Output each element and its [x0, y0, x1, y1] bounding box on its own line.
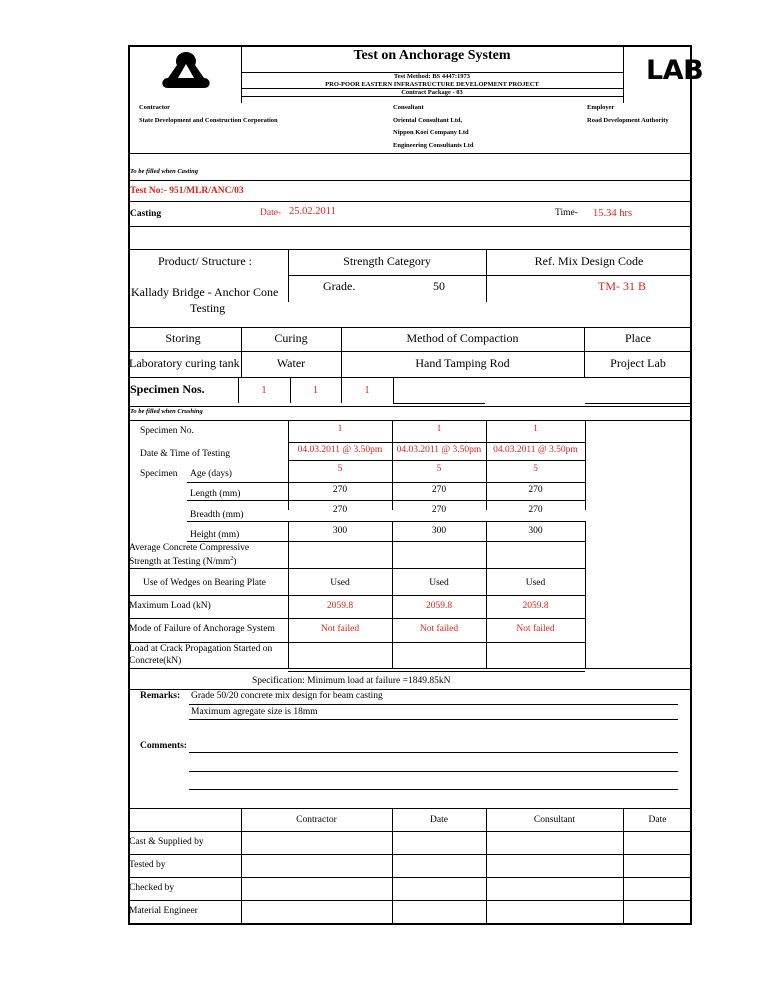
curing-value: Water [276, 356, 306, 370]
signoff-row-label: Material Engineer [129, 906, 198, 916]
divider [128, 406, 692, 407]
height-cell: 300 [528, 526, 543, 536]
date-label: Date- [260, 208, 282, 218]
divider [585, 420, 586, 510]
compaction-value: Hand Tamping Rod [415, 356, 510, 370]
divider [128, 854, 692, 855]
length-cell: 270 [431, 485, 447, 495]
casting-date: 25.02.2011 [289, 206, 336, 217]
divider [128, 877, 692, 878]
specimen-no-value: 1 [364, 385, 370, 396]
specimen-no-cell: 1 [337, 424, 343, 434]
divider [128, 351, 692, 352]
crack-load-label: Load at Crack Propagation Started on [129, 644, 273, 654]
avg-strength-label-line2: Strength at Testing $(N/mm^2)$ [129, 556, 237, 568]
divider [288, 671, 585, 672]
signoff-row-label: Cast & Supplied by [129, 837, 204, 847]
divider [288, 442, 585, 443]
crack-load-label-line2: Concrete(kN) [129, 656, 182, 666]
divider [128, 618, 585, 619]
failure-mode-cell: Not failed [320, 624, 360, 634]
divider [128, 180, 692, 181]
comments-line[interactable] [189, 789, 678, 790]
divider [128, 900, 692, 901]
failure-mode-cell: Not failed [516, 624, 555, 634]
strength-label: Strength Category [343, 254, 431, 268]
divider [128, 201, 692, 202]
breadth-cell: 270 [332, 505, 348, 515]
divider [128, 420, 692, 421]
divider [288, 460, 585, 461]
grade-value: 50 [433, 279, 445, 293]
test-number: Test No:- 951/MLR/ANC/03 [130, 186, 244, 196]
avg-strength-label: Average Concrete Compressive [129, 543, 250, 553]
mix-design-label: Ref. Mix Design Code [534, 254, 644, 268]
signoff-row-label: Tested by [129, 860, 166, 870]
divider [187, 521, 585, 522]
age-cell: 5 [337, 464, 343, 474]
wedges-cell: Used [330, 578, 350, 588]
max-load-cell: 2059.8 [522, 601, 549, 611]
failure-mode-cell: Not failed [419, 624, 459, 634]
time-label: Time- [555, 208, 578, 218]
curing-label: Curing [274, 331, 308, 345]
employer-name: Road Development Authority [587, 117, 669, 124]
divider [128, 568, 585, 569]
max-load-cell: 2059.8 [425, 601, 453, 611]
max-load-label: Maximum Load (kN) [129, 601, 211, 611]
product-value-line2: Testing [190, 301, 226, 315]
comments-line[interactable] [189, 752, 678, 753]
signoff-header: Consultant [533, 815, 576, 825]
divider [187, 482, 585, 483]
datetime-cell: 04.03.2011 @ 3.50pm [297, 445, 383, 455]
compaction-label: Method of Compaction [406, 331, 519, 345]
specimen-nos-label: Specimen Nos. [130, 382, 205, 396]
casting-time: 15.34 hrs [593, 208, 633, 219]
divider [585, 521, 586, 668]
wedges-label: Use of Wedges on Bearing Plate [143, 578, 266, 588]
divider [128, 689, 692, 690]
consultant-line: Engineering Consultants Ltd [393, 142, 474, 149]
remarks-line: Grade 50/20 concrete mix design for beam casting [191, 691, 383, 701]
employer-label: Employer [587, 104, 615, 111]
specimen-no-label: Specimen No. [140, 426, 194, 436]
specimen-no-value: 1 [312, 385, 319, 396]
divider [187, 500, 585, 501]
age-cell: 5 [533, 464, 538, 474]
place-value: Project Lab [610, 356, 666, 370]
product-value: Kallady Bridge - Anchor Cone [131, 285, 279, 299]
wedges-cell: Used [429, 578, 449, 588]
divider [128, 831, 692, 832]
signoff-row-label: Checked by [129, 883, 175, 893]
tri-loop-logo-icon [158, 50, 214, 90]
divider [128, 377, 692, 378]
specimen-no-cell: 1 [436, 424, 442, 434]
divider [623, 45, 624, 103]
specimen-group-label: Specimen [140, 469, 178, 479]
comments-label: Comments: [140, 741, 187, 751]
lab-badge: LAB [646, 55, 704, 86]
length-label: Length (mm) [190, 489, 241, 499]
remarks-underline [189, 719, 678, 720]
product-label: Product/ Structure : [158, 254, 252, 268]
age-cell: 5 [436, 464, 442, 474]
specimen-no-value: 1 [261, 385, 267, 396]
casting-note: To be filled when Casting [130, 168, 199, 175]
casting-label: Casting [130, 209, 162, 219]
divider [128, 642, 585, 643]
breadth-label: Breadth (mm) [190, 510, 244, 520]
divider [393, 377, 394, 403]
divider [128, 226, 692, 227]
contractor-label: Contractor [139, 104, 171, 111]
height-cell: 300 [332, 526, 348, 536]
failure-mode-label: Mode of Failure of Anchorage System [129, 624, 275, 634]
height-cell: 300 [431, 526, 447, 536]
crushing-note: To be filled when Crushing [130, 408, 203, 415]
test-method: Test Method: BS 4447:1973 [393, 73, 471, 80]
age-label: Age (days) [190, 469, 232, 479]
divider [128, 249, 692, 250]
divider [128, 595, 585, 596]
signoff-header: Contractor [296, 815, 337, 825]
storing-value: Laboratory curing tank [129, 356, 240, 370]
consultant-label: Consultant [393, 104, 424, 111]
height-label: Height (mm) [190, 530, 240, 540]
contractor-name: State Development and Construction Corporation [139, 117, 278, 124]
datetime-cell: 04.03.2011 @ 3.50pm [493, 445, 578, 455]
breadth-cell: 270 [431, 505, 447, 515]
consultant-line: Oriental Consultant Ltd, [393, 117, 463, 124]
wedges-cell: Used [525, 578, 546, 588]
divider [585, 403, 692, 404]
breadth-cell: 270 [528, 505, 543, 515]
form-title: Test on Anchorage System [353, 48, 511, 63]
length-cell: 270 [528, 485, 543, 495]
place-label: Place [625, 331, 651, 345]
comments-line[interactable] [189, 771, 678, 772]
remarks-label: Remarks: [140, 691, 181, 701]
project-name: PRO-POOR EASTERN INFRASTRUCTURE DEVELOPMENT PROJECT [325, 81, 539, 88]
divider [128, 808, 692, 809]
divider [128, 153, 692, 154]
divider [187, 541, 585, 542]
datetime-label: Date & Time of Testing [140, 449, 230, 459]
storing-label: Storing [165, 331, 201, 345]
contract-package: Contract Package - 03 [401, 89, 463, 96]
datetime-cell: 04.03.2011 @ 3.50pm [396, 445, 482, 455]
signoff-header: Date [648, 815, 667, 825]
remarks-line: Maximum agregate size is 18mm [191, 707, 318, 717]
remarks-underline [189, 704, 678, 705]
specification-note: Specification: Minimum load at failure =1849.85kN [252, 676, 451, 686]
grade-label: Grade. [323, 279, 356, 293]
divider [128, 327, 692, 328]
divider [288, 275, 692, 276]
divider [393, 403, 485, 404]
divider [128, 668, 692, 669]
consultant-line: Nippon Koei Company Ltd [393, 129, 469, 136]
specimen-no-cell: 1 [533, 424, 538, 434]
mix-code: TM- 31 B [598, 279, 646, 293]
length-cell: 270 [332, 485, 348, 495]
signoff-header: Date [430, 815, 448, 825]
max-load-cell: 2059.8 [326, 601, 354, 611]
